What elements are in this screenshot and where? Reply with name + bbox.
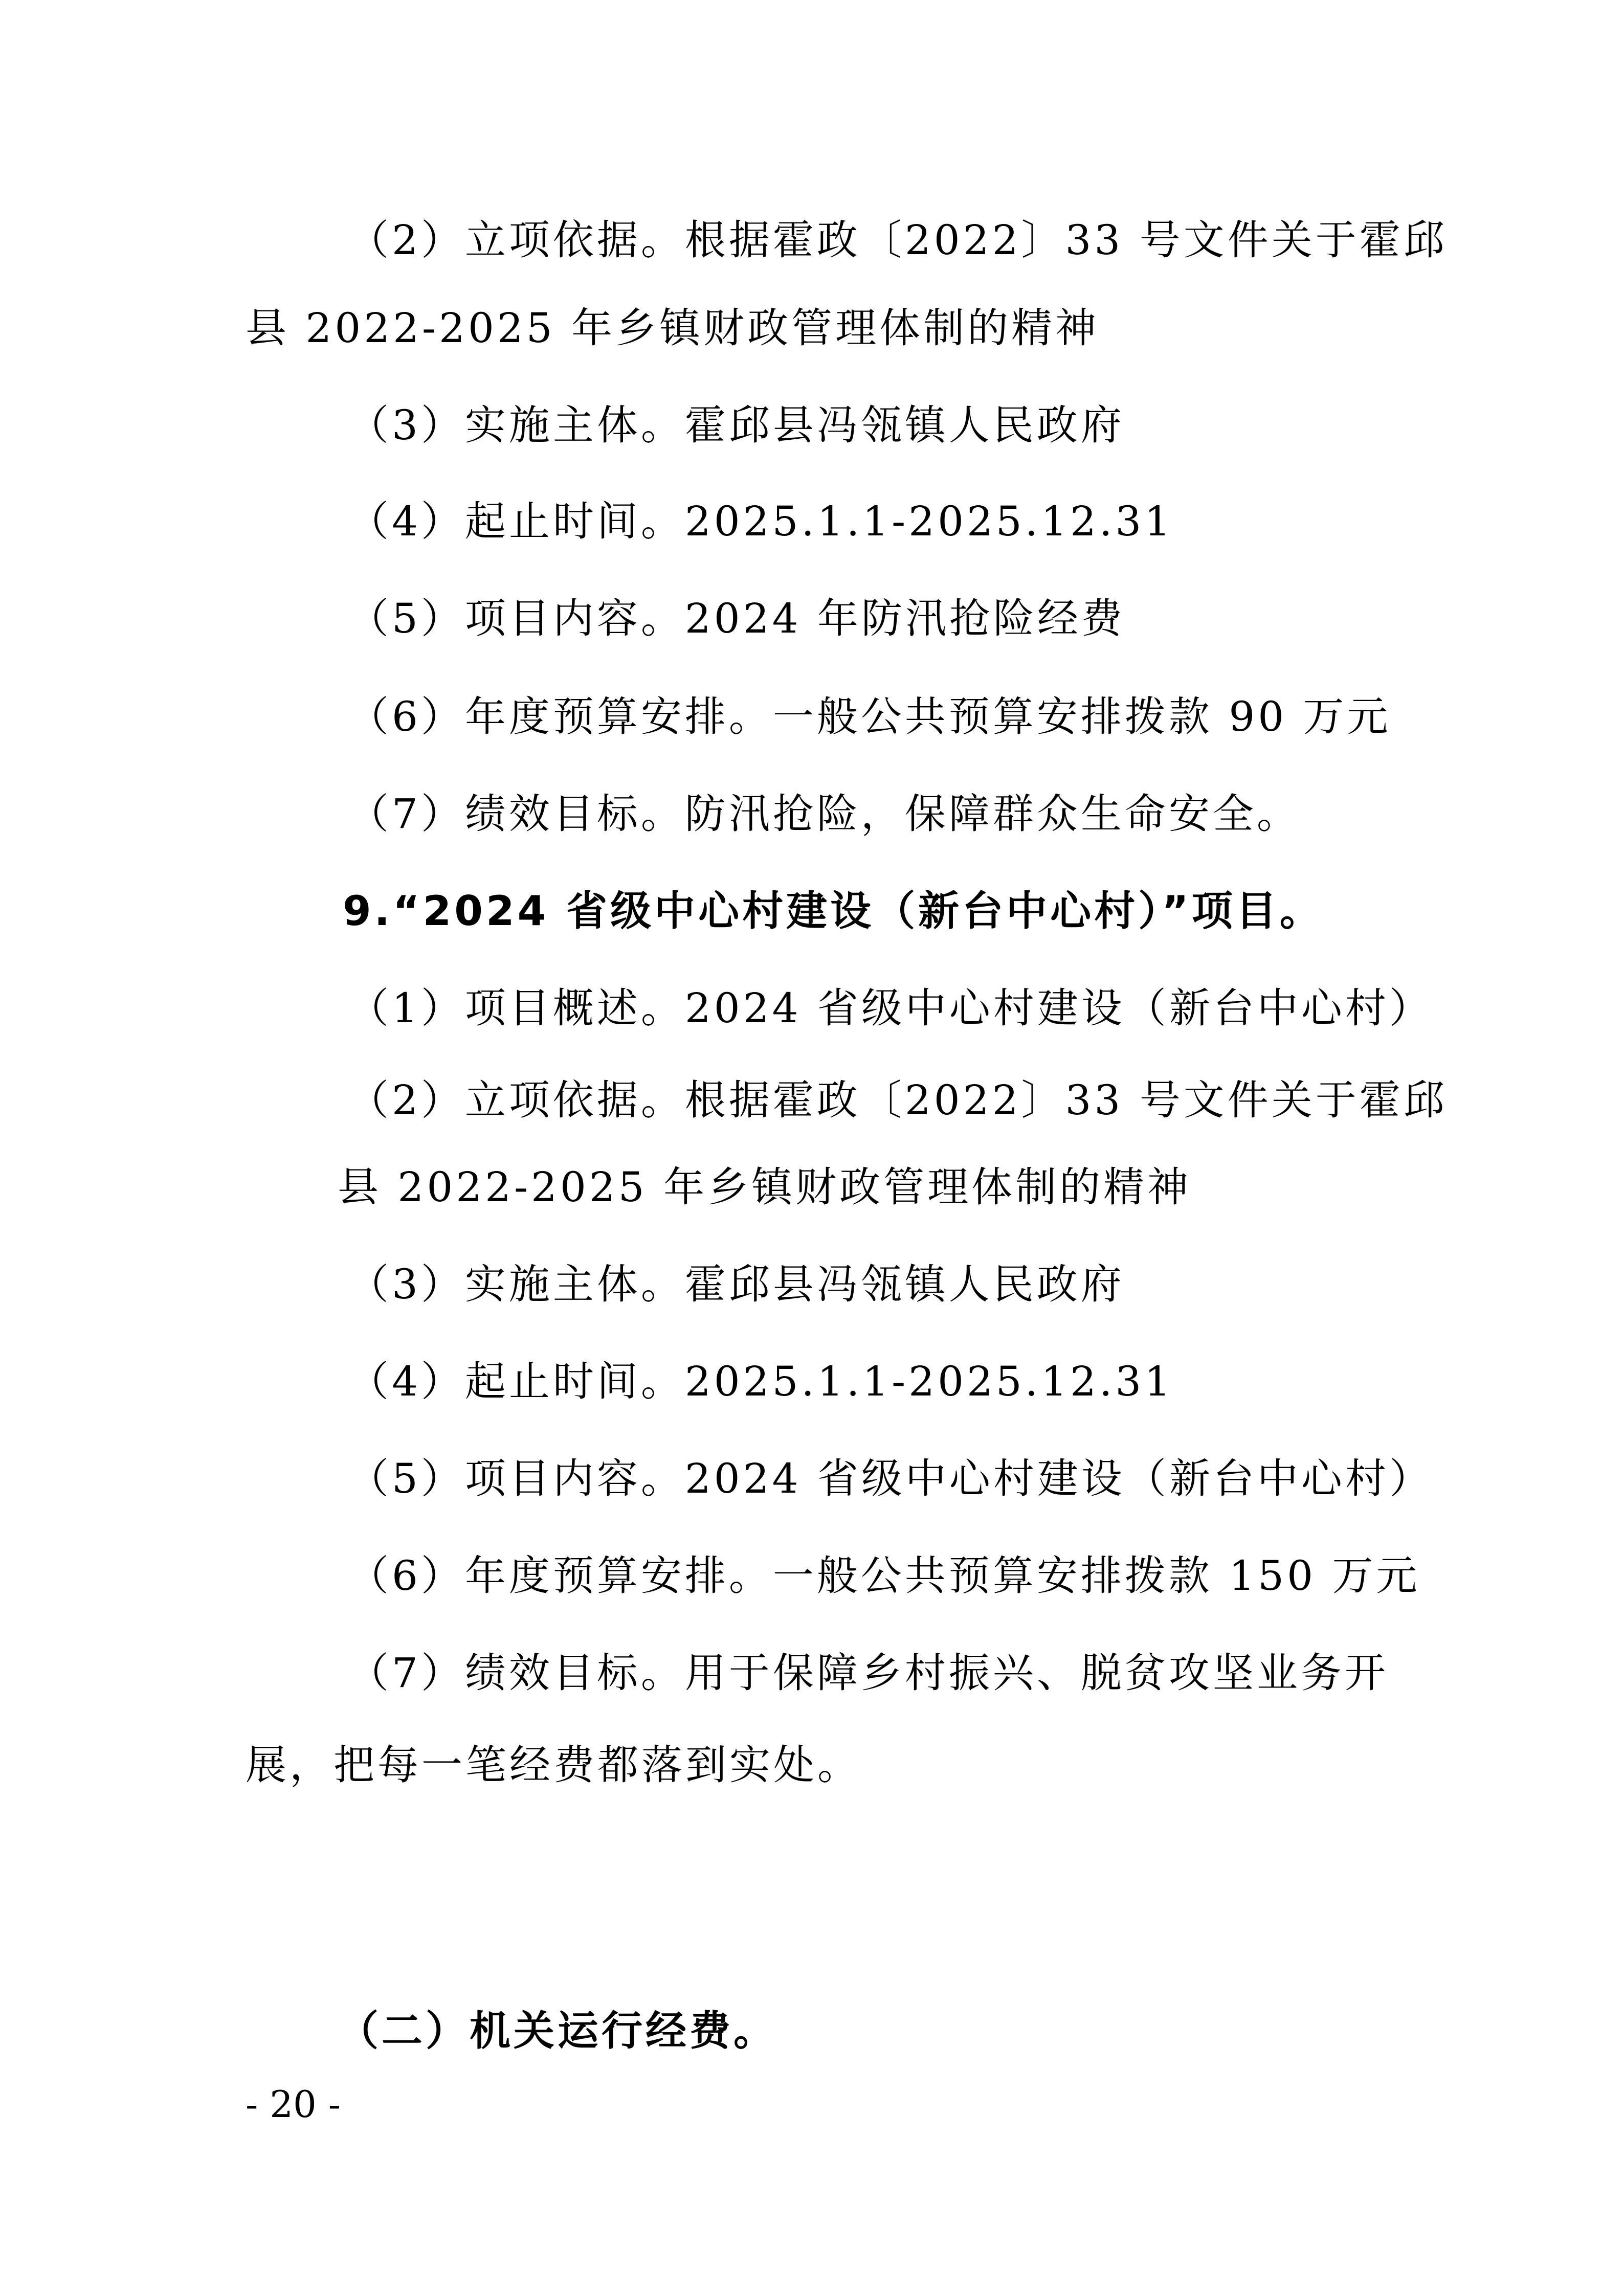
paragraph-line: （3）实施主体。霍邱县冯瓴镇人民政府 xyxy=(348,1260,1125,1308)
page-number: - 20 - xyxy=(246,2083,341,2126)
section-heading: 9.“2024 省级中心村建设（新台中心村）”项目。 xyxy=(343,887,1324,935)
paragraph-line: （7）绩效目标。防汛抢险，保障群众生命安全。 xyxy=(348,790,1301,838)
paragraph-line: （5）项目内容。2024 年防汛抢险经费 xyxy=(348,595,1125,642)
paragraph-line: （6）年度预算安排。一般公共预算安排拨款 90 万元 xyxy=(348,693,1391,740)
paragraph-line: （3）实施主体。霍邱县冯瓴镇人民政府 xyxy=(348,401,1125,449)
paragraph-line: （7）绩效目标。用于保障乡村振兴、脱贫攻坚业务开 xyxy=(348,1649,1389,1697)
paragraph-line: 县 2022-2025 年乡镇财政管理体制的精神 xyxy=(338,1163,1192,1211)
paragraph-line: （2）立项依据。根据霍政〔2022〕33 号文件关于霍邱 xyxy=(348,216,1448,264)
paragraph-line: （5）项目内容。2024 省级中心村建设（新台中心村） xyxy=(348,1455,1433,1502)
paragraph-line: （4）起止时间。2025.1.1-2025.12.31 xyxy=(348,1358,1174,1405)
paragraph-line: （4）起止时间。2025.1.1-2025.12.31 xyxy=(348,498,1174,545)
paragraph-line: （1）项目概述。2024 省级中心村建设（新台中心村） xyxy=(348,984,1433,1032)
paragraph-line: 县 2022-2025 年乡镇财政管理体制的精神 xyxy=(246,304,1100,352)
paragraph-line: （2）立项依据。根据霍政〔2022〕33 号文件关于霍邱 xyxy=(348,1076,1448,1124)
section-heading: （二）机关运行经费。 xyxy=(338,2007,777,2055)
paragraph-line: 展，把每一笔经费都落到实处。 xyxy=(246,1741,861,1789)
paragraph-line: （6）年度预算安排。一般公共预算安排拨款 150 万元 xyxy=(348,1552,1420,1600)
